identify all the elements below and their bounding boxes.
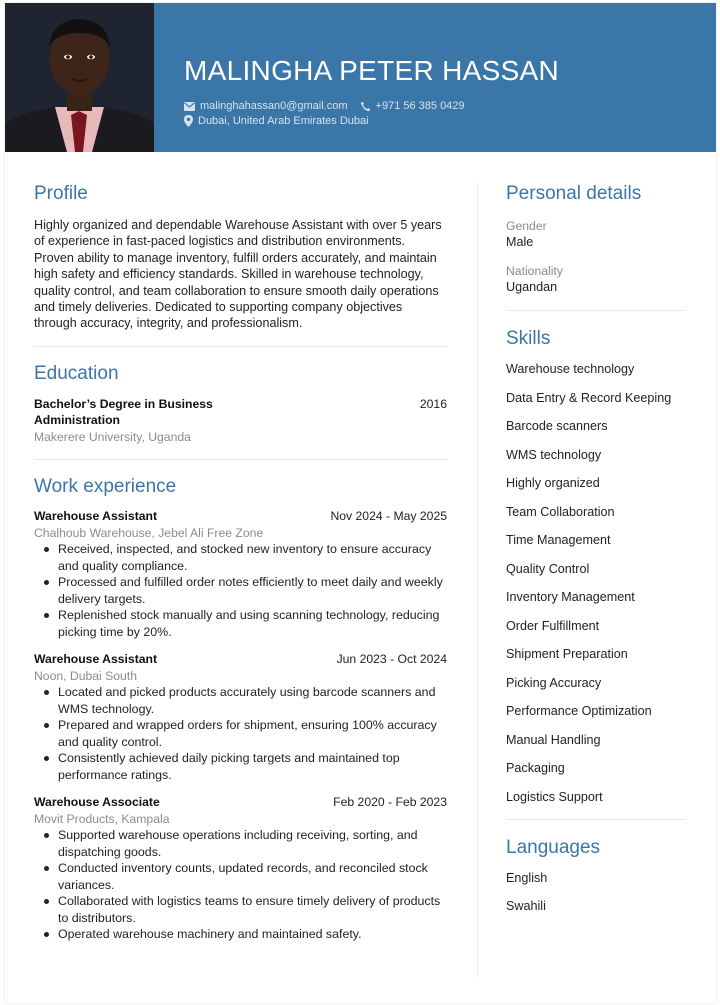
skill-item: Team Collaboration bbox=[506, 504, 615, 519]
skill-item: Data Entry & Record Keeping bbox=[506, 390, 672, 405]
header-banner bbox=[5, 3, 716, 152]
profile-heading: Profile bbox=[34, 183, 88, 204]
phone-text[interactable]: +971 56 385 0429 bbox=[375, 100, 465, 112]
resume-page bbox=[5, 3, 716, 1003]
skill-item: Performance Optimization bbox=[506, 704, 652, 718]
profile-summary: Highly organized and dependable Warehouse Assistant with over 5 years of experience in fast-paced logistics and distribution environments. Proven ability to manage inventory, fulfill orders accurately, and maintain high safety and efficiency standards. Skilled in warehouse technology, quality control, and team collaboration to ensure smooth daily operations and timely deliveries. Dedicated to supporting company objectives through accuracy, integrity, and professionalism. bbox=[34, 218, 442, 331]
divider bbox=[34, 459, 447, 460]
divider bbox=[34, 346, 447, 347]
skill-item: Inventory Management bbox=[506, 590, 635, 604]
contact-line-2 bbox=[184, 115, 369, 127]
skill-item: Shipment Preparation bbox=[506, 647, 628, 661]
job-dates: Feb 2020 - Feb 2023 bbox=[333, 795, 447, 810]
languages-section bbox=[506, 837, 686, 926]
skill-item: Time Management bbox=[506, 533, 611, 547]
nationality-value: Ugandan bbox=[506, 280, 558, 294]
education-entry bbox=[34, 396, 447, 446]
email-icon bbox=[184, 102, 195, 111]
skills-section bbox=[506, 328, 686, 805]
personal-details-heading: Personal details bbox=[506, 183, 642, 204]
bullet-item: Located and picked products accurately using barcode scanners and WMS technology. bbox=[34, 684, 447, 717]
profile-photo bbox=[5, 3, 154, 152]
bullet-item: Supported warehouse operations including receiving, sorting, and dispatching goods. bbox=[34, 827, 447, 860]
job-company: Noon, Dubai South bbox=[34, 668, 137, 683]
skill-item: Order Fulfillment bbox=[506, 618, 600, 633]
skills-heading: Skills bbox=[506, 328, 551, 349]
job-dates: Nov 2024 - May 2025 bbox=[330, 509, 447, 524]
bullet-item: Conducted inventory counts, updated records, and reconciled stock variances. bbox=[34, 860, 447, 893]
degree-title: Bachelor’s Degree in Business Administration bbox=[34, 396, 213, 428]
divider bbox=[506, 819, 686, 820]
work-section bbox=[34, 476, 447, 943]
skill-item: Warehouse technology bbox=[506, 362, 635, 376]
job-bullets bbox=[34, 541, 447, 640]
nationality-label: Nationality bbox=[506, 264, 563, 278]
job-bullets bbox=[34, 827, 447, 943]
column-divider bbox=[477, 183, 478, 978]
skill-item: Picking Accuracy bbox=[506, 675, 602, 690]
skill-item: Packaging bbox=[506, 761, 565, 775]
side-column bbox=[506, 183, 686, 926]
languages-list bbox=[506, 870, 686, 926]
gender-value: Male bbox=[506, 235, 534, 249]
candidate-name: MALINGHA PETER HASSAN bbox=[184, 55, 560, 86]
job-entry bbox=[34, 508, 447, 640]
profile-section bbox=[34, 183, 447, 332]
job-title: Warehouse Assistant bbox=[34, 652, 158, 667]
skill-item: Manual Handling bbox=[506, 732, 601, 747]
email-text[interactable]: malinghahassan0@gmail.com bbox=[200, 100, 348, 112]
phone-icon bbox=[360, 101, 371, 112]
job-dates: Jun 2023 - Oct 2024 bbox=[336, 652, 447, 667]
bullet-item: Consistently achieved daily picking targets and maintained top performance ratings. bbox=[34, 750, 447, 783]
job-bullets bbox=[34, 684, 447, 783]
personal-details-section bbox=[506, 183, 686, 295]
skill-item: Logistics Support bbox=[506, 789, 603, 804]
job-title: Warehouse Assistant bbox=[34, 509, 158, 524]
skill-item: Barcode scanners bbox=[506, 419, 608, 433]
job-entry bbox=[34, 651, 447, 783]
education-heading: Education bbox=[34, 362, 119, 384]
job-title: Warehouse Associate bbox=[34, 795, 160, 810]
skill-item: Highly organized bbox=[506, 476, 600, 490]
job-company: Movit Products, Kampala bbox=[34, 811, 170, 826]
language-item: English bbox=[506, 870, 548, 885]
bullet-item: Replenished stock manually and using scanning technology, reducing picking time by 20%. bbox=[34, 607, 447, 640]
bullet-item: Prepared and wrapped orders for shipment, ensuring 100% accuracy and quality control. bbox=[34, 717, 447, 750]
school-name: Makerere University, Uganda bbox=[34, 429, 191, 444]
skill-item: Quality Control bbox=[506, 561, 590, 576]
work-heading: Work experience bbox=[34, 476, 177, 498]
gender-label: Gender bbox=[506, 219, 547, 233]
bullet-item: Received, inspected, and stocked new inventory to ensure accuracy and quality compliance. bbox=[34, 541, 447, 574]
job-company: Chalhoub Warehouse, Jebel Ali Free Zone bbox=[34, 525, 264, 540]
languages-heading: Languages bbox=[506, 836, 601, 858]
bullet-item: Collaborated with logistics teams to ensure timely delivery of products to distributors. bbox=[34, 893, 447, 926]
job-entry bbox=[34, 794, 447, 943]
skills-list bbox=[506, 361, 686, 805]
main-column bbox=[34, 183, 447, 943]
education-section bbox=[34, 363, 447, 446]
location-text: Dubai, United Arab Emirates Dubai bbox=[198, 115, 369, 127]
divider bbox=[506, 310, 686, 311]
skill-item: WMS technology bbox=[506, 447, 602, 462]
contact-line-1 bbox=[184, 100, 465, 112]
graduation-year: 2016 bbox=[419, 396, 447, 411]
language-item: Swahili bbox=[506, 898, 546, 913]
location-pin-icon bbox=[184, 115, 193, 127]
bullet-item: Operated warehouse machinery and maintained safety. bbox=[34, 926, 447, 943]
bullet-item: Processed and fulfilled order notes efficiently to meet daily and weekly delivery targets. bbox=[34, 574, 447, 607]
